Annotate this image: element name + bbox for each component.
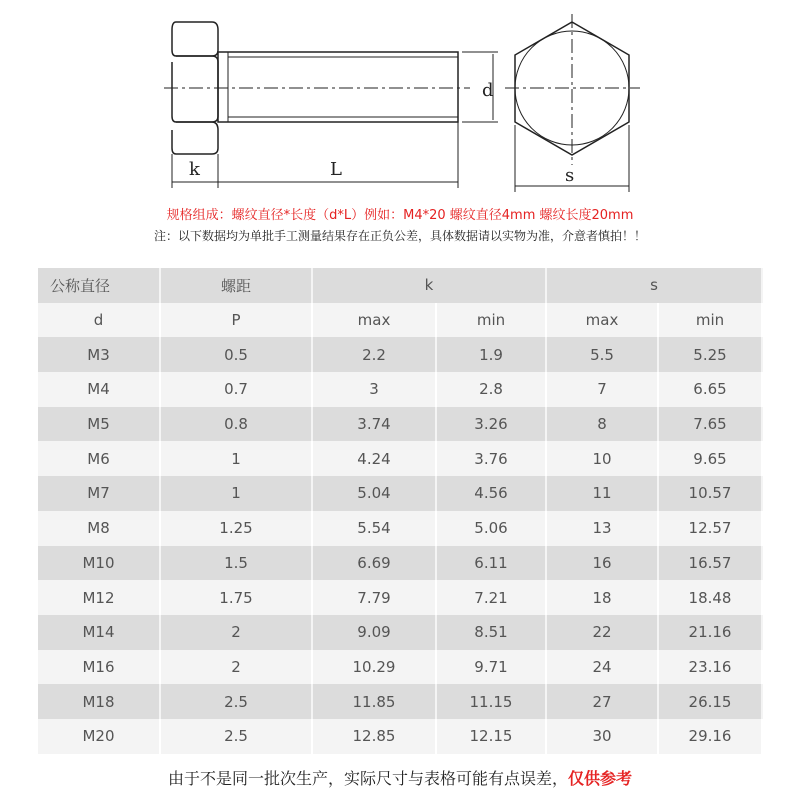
cell-k-min: 11.15 <box>436 684 546 719</box>
subheader-s-min: min <box>658 303 762 338</box>
cell-s-max: 5.5 <box>546 337 658 372</box>
table-row <box>38 441 762 476</box>
header-nominal-diameter: 公称直径 <box>38 268 160 303</box>
label-d: d <box>482 80 494 101</box>
table-row <box>38 719 762 754</box>
cell-s-max: 30 <box>546 719 658 754</box>
table-row <box>38 372 762 407</box>
cell-s-min: 10.57 <box>658 476 762 511</box>
cell-s-min: 21.16 <box>658 615 762 650</box>
table-row <box>38 650 762 685</box>
cell-k-max: 3.74 <box>312 407 436 442</box>
cell-pitch: 0.8 <box>160 407 312 442</box>
subheader-s-max: max <box>546 303 658 338</box>
cell-s-max: 8 <box>546 407 658 442</box>
cell-k-min: 4.56 <box>436 476 546 511</box>
cell-d: M14 <box>38 615 160 650</box>
cell-d: M10 <box>38 546 160 581</box>
cell-d: M5 <box>38 407 160 442</box>
table-row <box>38 337 762 372</box>
cell-k-max: 3 <box>312 372 436 407</box>
cell-k-min: 8.51 <box>436 615 546 650</box>
cell-s-max: 22 <box>546 615 658 650</box>
cell-k-max: 4.24 <box>312 441 436 476</box>
spec-format-note: 规格组成：螺纹直径*长度（d*L）例如：M4*20 螺纹直径4mm 螺纹长度20mm <box>166 208 634 223</box>
table-subheader-row <box>38 303 762 338</box>
table-row <box>38 684 762 719</box>
spec-table <box>38 268 763 754</box>
cell-k-max: 6.69 <box>312 546 436 581</box>
label-k: k <box>189 159 200 180</box>
table-row <box>38 615 762 650</box>
cell-d: M6 <box>38 441 160 476</box>
cell-pitch: 0.5 <box>160 337 312 372</box>
cell-pitch: 1.75 <box>160 580 312 615</box>
cell-k-max: 10.29 <box>312 650 436 685</box>
cell-pitch: 1.5 <box>160 546 312 581</box>
table-header-row <box>38 268 762 303</box>
cell-k-max: 12.85 <box>312 719 436 754</box>
header-k: k <box>312 268 546 303</box>
cell-d: M16 <box>38 650 160 685</box>
cell-s-min: 9.65 <box>658 441 762 476</box>
cell-k-min: 5.06 <box>436 511 546 546</box>
cell-pitch: 2 <box>160 650 312 685</box>
cell-s-max: 27 <box>546 684 658 719</box>
cell-k-min: 6.11 <box>436 546 546 581</box>
cell-k-max: 11.85 <box>312 684 436 719</box>
cell-k-min: 9.71 <box>436 650 546 685</box>
cell-s-min: 6.65 <box>658 372 762 407</box>
table-row <box>38 546 762 581</box>
label-s: s <box>565 165 575 186</box>
cell-k-min: 7.21 <box>436 580 546 615</box>
cell-k-max: 9.09 <box>312 615 436 650</box>
cell-k-max: 5.04 <box>312 476 436 511</box>
header-s: s <box>546 268 762 303</box>
cell-s-max: 10 <box>546 441 658 476</box>
cell-pitch: 1 <box>160 441 312 476</box>
cell-d: M4 <box>38 372 160 407</box>
cell-s-min: 18.48 <box>658 580 762 615</box>
cell-s-min: 26.15 <box>658 684 762 719</box>
cell-k-min: 12.15 <box>436 719 546 754</box>
table-row <box>38 511 762 546</box>
cell-pitch: 0.7 <box>160 372 312 407</box>
cell-s-min: 7.65 <box>658 407 762 442</box>
tolerance-note: 注：以下数据均为单批手工测量结果存在正负公差，具体数据请以实物为准，介意者慎拍！！ <box>153 229 646 243</box>
bolt-diagram <box>0 0 800 200</box>
cell-k-min: 1.9 <box>436 337 546 372</box>
cell-d: M12 <box>38 580 160 615</box>
cell-d: M20 <box>38 719 160 754</box>
cell-pitch: 2.5 <box>160 684 312 719</box>
cell-s-min: 12.57 <box>658 511 762 546</box>
subheader-d: d <box>38 303 160 338</box>
cell-d: M7 <box>38 476 160 511</box>
cell-pitch: 1 <box>160 476 312 511</box>
cell-d: M8 <box>38 511 160 546</box>
cell-s-max: 18 <box>546 580 658 615</box>
footer-note <box>0 766 800 789</box>
cell-k-max: 7.79 <box>312 580 436 615</box>
subheader-k-max: max <box>312 303 436 338</box>
cell-s-max: 24 <box>546 650 658 685</box>
cell-k-max: 2.2 <box>312 337 436 372</box>
cell-pitch: 2.5 <box>160 719 312 754</box>
cell-k-min: 3.76 <box>436 441 546 476</box>
cell-s-min: 23.16 <box>658 650 762 685</box>
cell-pitch: 2 <box>160 615 312 650</box>
cell-s-min: 5.25 <box>658 337 762 372</box>
subheader-k-min: min <box>436 303 546 338</box>
label-L: L <box>330 159 342 180</box>
cell-s-max: 11 <box>546 476 658 511</box>
subheader-p: P <box>160 303 312 338</box>
cell-d: M3 <box>38 337 160 372</box>
cell-s-min: 16.57 <box>658 546 762 581</box>
cell-k-max: 5.54 <box>312 511 436 546</box>
header-pitch: 螺距 <box>160 268 312 303</box>
footer-highlight: 仅供参考 <box>568 769 633 788</box>
table-row <box>38 580 762 615</box>
table-row <box>38 407 762 442</box>
table-row <box>38 476 762 511</box>
cell-s-max: 13 <box>546 511 658 546</box>
cell-pitch: 1.25 <box>160 511 312 546</box>
cell-s-max: 16 <box>546 546 658 581</box>
cell-d: M18 <box>38 684 160 719</box>
cell-k-min: 2.8 <box>436 372 546 407</box>
cell-s-max: 7 <box>546 372 658 407</box>
cell-k-min: 3.26 <box>436 407 546 442</box>
cell-s-min: 29.16 <box>658 719 762 754</box>
footer-text: 由于不是同一批次生产，实际尺寸与表格可能有点误差， <box>167 769 568 788</box>
